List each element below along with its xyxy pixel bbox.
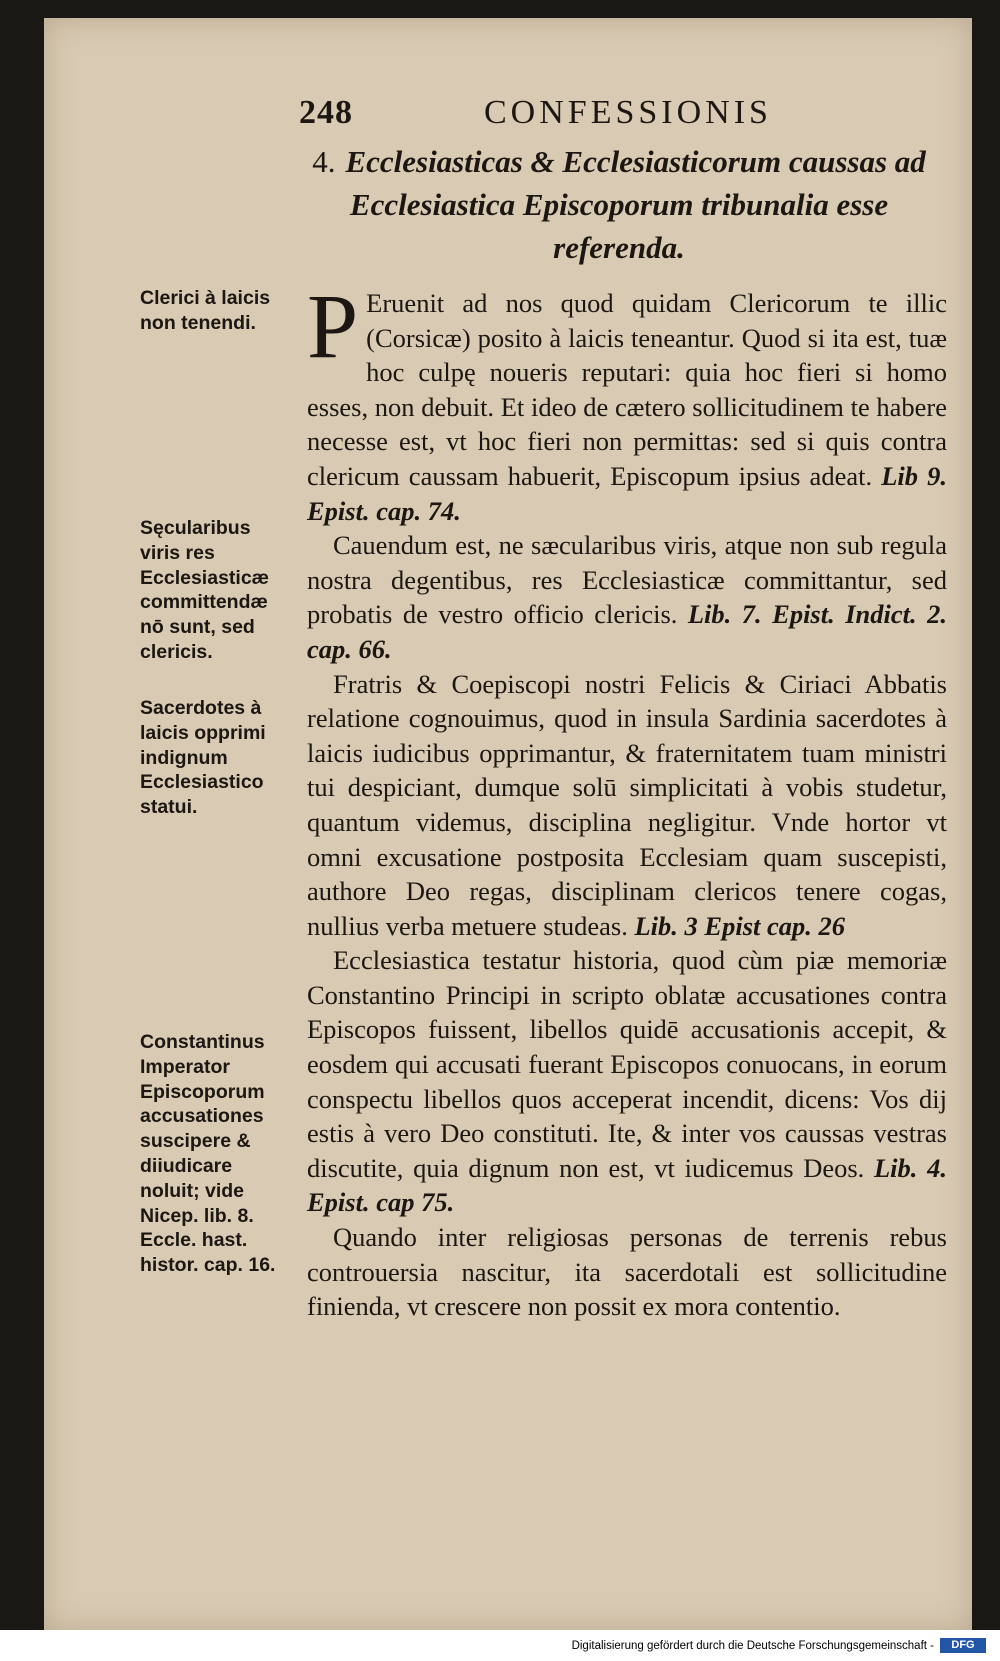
paragraph-text: Quando inter religiosas personas de terrenis rebus controuersia nascitur, ita sacerdotali est sollicitudine finienda, vt crescere non possit ex mora contentio. — [307, 1222, 947, 1322]
book-page — [44, 18, 972, 1630]
section-heading-text: Ecclesiasticas & Ecclesiasticorum caussas ad Ecclesiastica Episcoporum tribunalia esse referenda. — [345, 144, 926, 265]
citation: Lib. 4. Epist. cap 75. — [307, 1152, 947, 1218]
paragraph-text: Eruenit ad nos quod quidam Clericorum te illic (Corsicæ) posito à laicis teneantur. Quod si ita est, tuæ hoc culpę noueris reputari: quia hoc fieri si homo esses, non debuit. Et ideo de cætero sollicitudinem te habere necesse est, vt hoc fieri non permittas: sed si quis contra clericum caussam habuerit, Episcopum ipsius adeat. — [307, 288, 947, 491]
margin-note: Clerici à laicis non tenendi. — [140, 287, 271, 334]
citation: Lib 9. Epist. cap. 74. — [307, 460, 947, 526]
paragraph-text: Ecclesiastica testatur historia, quod cùm piæ memoriæ Constantino Principi in scripto oblatæ accusationes contra Episcopos fuissent, libellos quidē accusationis accepit, & eosdem qui accusati fuerant Episcopos conuocans, in eorum conspectu libellos quos acceperat incendit, dicens: Vos dij estis à vero Deo constituti. Ite, & inter vos caussas vestras discutite, quia dignum non est, vt iudicemus Deos. — [307, 945, 947, 1183]
page-number: 248 — [299, 94, 353, 131]
dfg-logo-icon: DFG — [940, 1638, 986, 1653]
citation: Lib. 3 Epist cap. 26 — [634, 910, 846, 941]
margin-note: Sacerdotes à laicis opprimi indignum Ecclesiastico statui. — [140, 697, 266, 819]
paragraph-text: Fratris & Coepiscopi nostri Felicis & Ciriaci Abbatis relatione cognouimus, quod in insula Sardinia sacerdotes à laicis iudicibus opprimantur, & fraternitatem tuam ministri tui despiciant, dumque solū simplicitati à vobis studetur, quantum videmus, disciplina negligitur. Vnde hortor vt omni excusatione postposita Ecclesiam quam suscepisti, authore Deo regas, disciplinam clericos tenere cogas, nullius verba metuere studeas. — [307, 668, 947, 941]
section-number: 4. — [312, 144, 336, 179]
footer-bar — [0, 1630, 1000, 1661]
paragraph-text: Cauendum est, ne sæcularibus viris, atque non sub regula nostra degentibus, res Ecclesiasticæ committantur, sed probatis de vestro officio clericis. — [307, 530, 947, 630]
paragraph — [307, 667, 947, 944]
margin-note: Constantinus Imperator Episcoporum accusationes suscipere & diiudicare noluit; vide Nicep. lib. 8. Eccle. hast. histor. cap. 16. — [140, 1031, 276, 1277]
running-head — [44, 80, 972, 140]
paragraph — [307, 1220, 947, 1324]
paragraph — [307, 275, 947, 528]
citation: Lib. 7. Epist. Indict. 2. cap. 66. — [307, 599, 947, 664]
section-heading — [299, 140, 939, 269]
paragraph — [307, 943, 947, 1220]
main-text — [307, 275, 947, 1324]
drop-cap: P — [307, 275, 359, 377]
funding-credit: Digitalisierung gefördert durch die Deutsche Forschungsgemeinschaft - — [571, 1640, 934, 1652]
margin-note: Sęcularibus viris res Ecclesiasticæ committendæ nō sunt, sed clericis. — [140, 517, 270, 663]
paragraph — [307, 528, 947, 666]
running-title: CONFESSIONIS — [484, 94, 772, 131]
